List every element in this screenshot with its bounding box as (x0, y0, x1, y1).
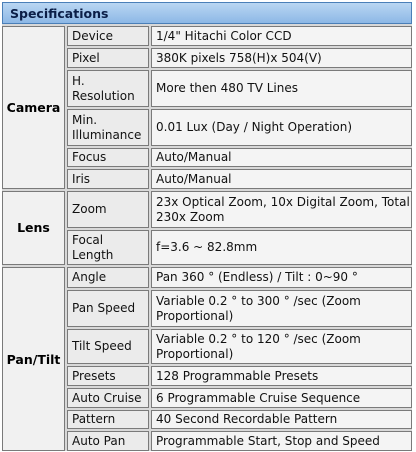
row-value: 23x Optical Zoom, 10x Digital Zoom, Total 230x Zoom (151, 191, 412, 228)
row-label: Focus (67, 148, 149, 167)
row-label: Device (67, 26, 149, 46)
row-value: Pan 360 ° (Endless) / Tilt : 0~90 ° (151, 267, 412, 288)
row-value: f=3.6 ~ 82.8mm (151, 230, 412, 265)
row-label: Pan Speed (67, 290, 149, 327)
section-pan-tilt-label: Pan/Tilt (6, 352, 61, 367)
row-value: 380K pixels 758(H)x 504(V) (151, 48, 412, 68)
table-title: Specifications (10, 6, 109, 21)
row-value: 0.01 Lux (Day / Night Operation) (151, 109, 412, 146)
row-label: Presets (67, 366, 149, 386)
row-label: Angle (67, 267, 149, 288)
section-camera-label: Camera (6, 100, 61, 115)
section-lens-label: Lens (17, 220, 50, 235)
row-label: Auto Cruise (67, 388, 149, 408)
row-value: Programmable Start, Stop and Speed (151, 431, 412, 451)
row-value: Variable 0.2 ° to 120 ° /sec (Zoom Proportional) (151, 329, 412, 364)
row-value: 128 Programmable Presets (151, 366, 412, 386)
row-label: Auto Pan (67, 431, 149, 451)
row-value: More then 480 TV Lines (151, 70, 412, 107)
row-label: H. Resolution (67, 70, 149, 107)
specifications-table (2, 2, 412, 451)
row-value: 1/4" Hitachi Color CCD (151, 26, 412, 46)
row-value: Auto/Manual (151, 169, 412, 189)
table-header (2, 2, 412, 24)
row-label: Focal Length (67, 230, 149, 265)
section-lens (2, 191, 65, 265)
section-camera (2, 26, 65, 189)
row-value: 6 Programmable Cruise Sequence (151, 388, 412, 408)
row-value: 40 Second Recordable Pattern (151, 410, 412, 429)
row-label: Iris (67, 169, 149, 189)
row-value: Variable 0.2 ° to 300 ° /sec (Zoom Proportional) (151, 290, 412, 327)
row-value: Auto/Manual (151, 148, 412, 167)
section-pan-tilt (2, 267, 65, 451)
row-label: Tilt Speed (67, 329, 149, 364)
row-label: Zoom (67, 191, 149, 228)
row-label: Pattern (67, 410, 149, 429)
row-label: Pixel (67, 48, 149, 68)
row-label: Min. Illuminance (67, 109, 149, 146)
